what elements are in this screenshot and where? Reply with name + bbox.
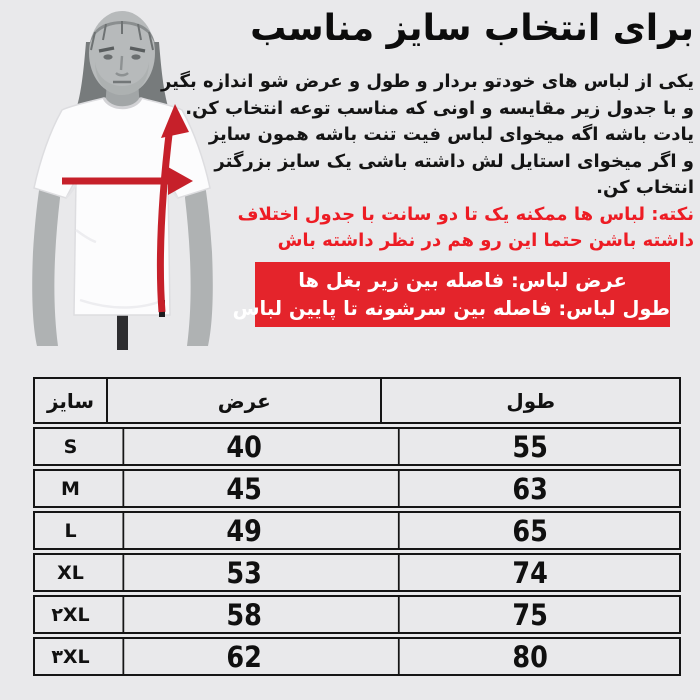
- row-size-label: L: [64, 519, 77, 542]
- row-width-value: 62: [122, 639, 364, 674]
- table-row: [33, 637, 681, 676]
- table-row: [33, 511, 681, 550]
- page-title: برای انتخاب سایز مناسب: [250, 8, 694, 49]
- note-line: نکته: لباس ها ممکنه یک تا دو سانت با جدول اختلاف: [237, 203, 694, 225]
- row-width-value: 58: [122, 597, 364, 632]
- table-row: [33, 469, 681, 508]
- size-table: [33, 377, 681, 676]
- row-width-value: 40: [122, 429, 364, 464]
- table-row: [33, 427, 681, 466]
- row-size-label: ۳XL: [51, 645, 90, 668]
- header-length: طول: [380, 379, 679, 422]
- instruction-line: یکی از لباس های خودتو بردار و طول و عرض شو اندازه بگیر: [160, 71, 694, 92]
- mannequin-eye-right: [131, 54, 140, 59]
- row-size-label: M: [61, 477, 80, 500]
- row-width-value: 45: [122, 471, 364, 506]
- row-size-label: S: [63, 435, 78, 458]
- row-width-value: 49: [122, 513, 364, 548]
- mannequin-stand: [117, 314, 128, 350]
- row-size-label: ۲XL: [51, 603, 90, 626]
- size-table-header-row: [33, 377, 681, 424]
- instruction-line: انتخاب کن.: [596, 177, 694, 198]
- mannequin-eye-left: [103, 54, 112, 59]
- measurement-definitions-box: [232, 262, 670, 327]
- header-size: سایز: [46, 388, 95, 413]
- instruction-line: و اگر میخوای استایل لش داشته باشی یک سایز بزرگتر: [214, 150, 694, 172]
- note-line: داشته باشن حتما این رو هم در نظر داشته باش: [277, 230, 694, 251]
- row-length-value: 75: [398, 597, 661, 632]
- table-row: [33, 595, 681, 634]
- length-definition: طول لباس: فاصله بین سرشونه تا پایین لباس: [232, 297, 670, 320]
- row-size-label: XL: [57, 561, 84, 584]
- instructions-text: [161, 69, 694, 255]
- header-width: عرض: [106, 379, 380, 422]
- row-length-value: 74: [398, 555, 661, 590]
- row-width-value: 53: [122, 555, 364, 590]
- row-length-value: 65: [398, 513, 661, 548]
- table-row: [33, 553, 681, 592]
- row-length-value: 63: [398, 471, 661, 506]
- width-definition: عرض لباس: فاصله بین زیر بغل ها: [298, 269, 627, 292]
- instruction-line: یادت باشه اگه میخوای لباس فیت تنت باشه همون سایز: [208, 124, 694, 145]
- row-length-value: 80: [398, 639, 661, 674]
- row-length-value: 55: [398, 429, 661, 464]
- instruction-line: و با جدول زیر مقایسه و اونی که مناسب توعه انتخاب کن.: [185, 97, 694, 119]
